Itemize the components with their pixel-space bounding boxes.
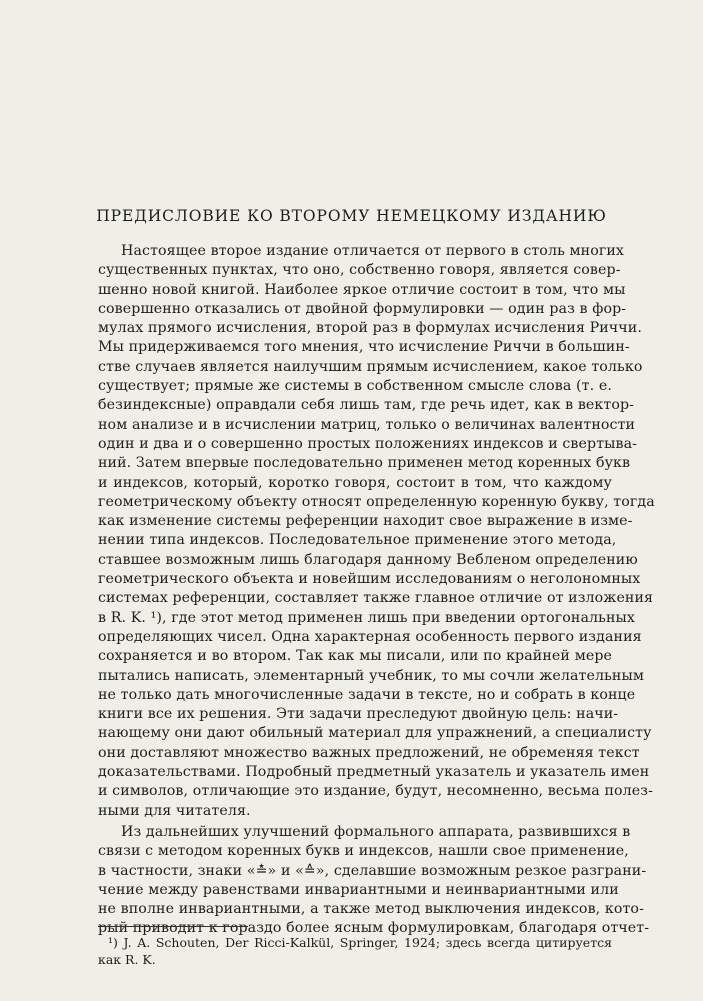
- text-line: доказательствами. Подробный предметный указатель и указатель имен: [98, 764, 650, 781]
- paragraph-1: [98, 242, 655, 821]
- text-line: они доставляют множество важных предложений, не обременяя текст: [98, 744, 640, 761]
- text-line: один и два и о совершенно простых положениях индексов и свертыва-: [98, 435, 638, 452]
- text-line: определяющих чисел. Одна характерная особенность первого издания: [98, 628, 642, 645]
- text-line: ном анализе и в исчислении матриц, только о величинах валентности: [98, 416, 636, 433]
- text-line: Настоящее второе издание отличается от первого в столь многих: [121, 243, 625, 259]
- text-line: ставшее возможным лишь благодаря данному Вебленом определению: [98, 551, 638, 568]
- text-line: ными для читателя.: [98, 802, 251, 819]
- text-line: и символов, отличающие это издание, будут, несомненно, весьма полез-: [98, 783, 653, 800]
- text-line: Из дальнейших улучшений формального аппарата, развившихся в: [121, 823, 631, 840]
- text-line: существенных пунктах, что оно, собственно говоря, является совер-: [98, 262, 621, 279]
- text-line: стве случаев является наилучшим прямым исчислением, какое только: [98, 358, 643, 375]
- footnote-divider: [98, 926, 248, 927]
- text-line: Мы придерживаемся того мнения, что исчисление Риччи в большин-: [98, 339, 630, 356]
- text-line: в частности, знаки «≛» и «≙», сделавшие возможным резкое разграни-: [98, 862, 647, 879]
- text-line: и индексов, который, коротко говоря, состоит в том, что каждому: [98, 474, 612, 491]
- text-line: как изменение системы референции находит свое выражение в изме-: [98, 513, 633, 530]
- text-line: геометрическому объекту относят определенную коренную букву, тогда: [98, 493, 655, 510]
- text-line: мулах прямого исчисления, второй раз в формулах исчисления Риччи.: [98, 320, 642, 337]
- text-line: книги все их решения. Эти задачи преследуют двойную цель: начи-: [98, 706, 619, 723]
- text-line: нающему они дают обильный материал для упражнений, а специалисту: [98, 725, 652, 742]
- text-line: связи с методом коренных букв и индексов, нашли свое применение,: [98, 843, 629, 860]
- paragraph-2: [98, 823, 650, 939]
- text-line: ний. Затем впервые последовательно применен метод коренных букв: [98, 455, 631, 472]
- main-text: [98, 242, 655, 939]
- text-line: совершенно отказались от двойной формулировки — один раз в фор-: [98, 300, 627, 317]
- text-line: в R. K. ¹), где этот метод применен лишь при введении ортогональных: [98, 609, 636, 626]
- footnote-line: как R. K.: [98, 952, 156, 967]
- text-line: нении типа индексов. Последовательное применение этого метода,: [98, 532, 617, 549]
- footnote-line: ¹) J. A. Schouten, Der Ricci-Kalkül, Springer, 1924; здесь всегда цитируется: [108, 935, 612, 950]
- text-line: существует; прямые же системы в собственном смысле слова (т. е.: [98, 378, 612, 395]
- text-line: шенно новой книгой. Наиболее яркое отличие состоит в том, что мы: [98, 281, 626, 298]
- text-line: не только дать многочисленные задачи в тексте, но и собрать в конце: [98, 686, 636, 703]
- text-line: геометрического объекта и новейшим исследованиям о неголономных: [98, 571, 641, 588]
- text-line: чение между равенствами инвариантными и неинвариантными или: [98, 881, 619, 898]
- text-line: рый приводит к гораздо более ясным формулировкам, благодаря отчет-: [98, 920, 650, 937]
- text-line: безиндексные) оправдали себя лишь там, где речь идет, как в вектор-: [98, 397, 635, 414]
- text-line: сохраняется и во втором. Так как мы писали, или по крайней мере: [98, 648, 612, 665]
- text-line: пытались написать, элементарный учебник, то мы сочли желательным: [98, 667, 645, 684]
- text-line: системах референции, составляет также главное отличие от изложения: [98, 590, 654, 607]
- text-line: не вполне инвариантными, а также метод выключения индексов, кото-: [98, 901, 644, 918]
- page-title: ПРЕДИСЛОВИЕ КО ВТОРОМУ НЕМЕЦКОМУ ИЗДАНИЮ: [96, 207, 607, 225]
- footnote: [98, 934, 612, 968]
